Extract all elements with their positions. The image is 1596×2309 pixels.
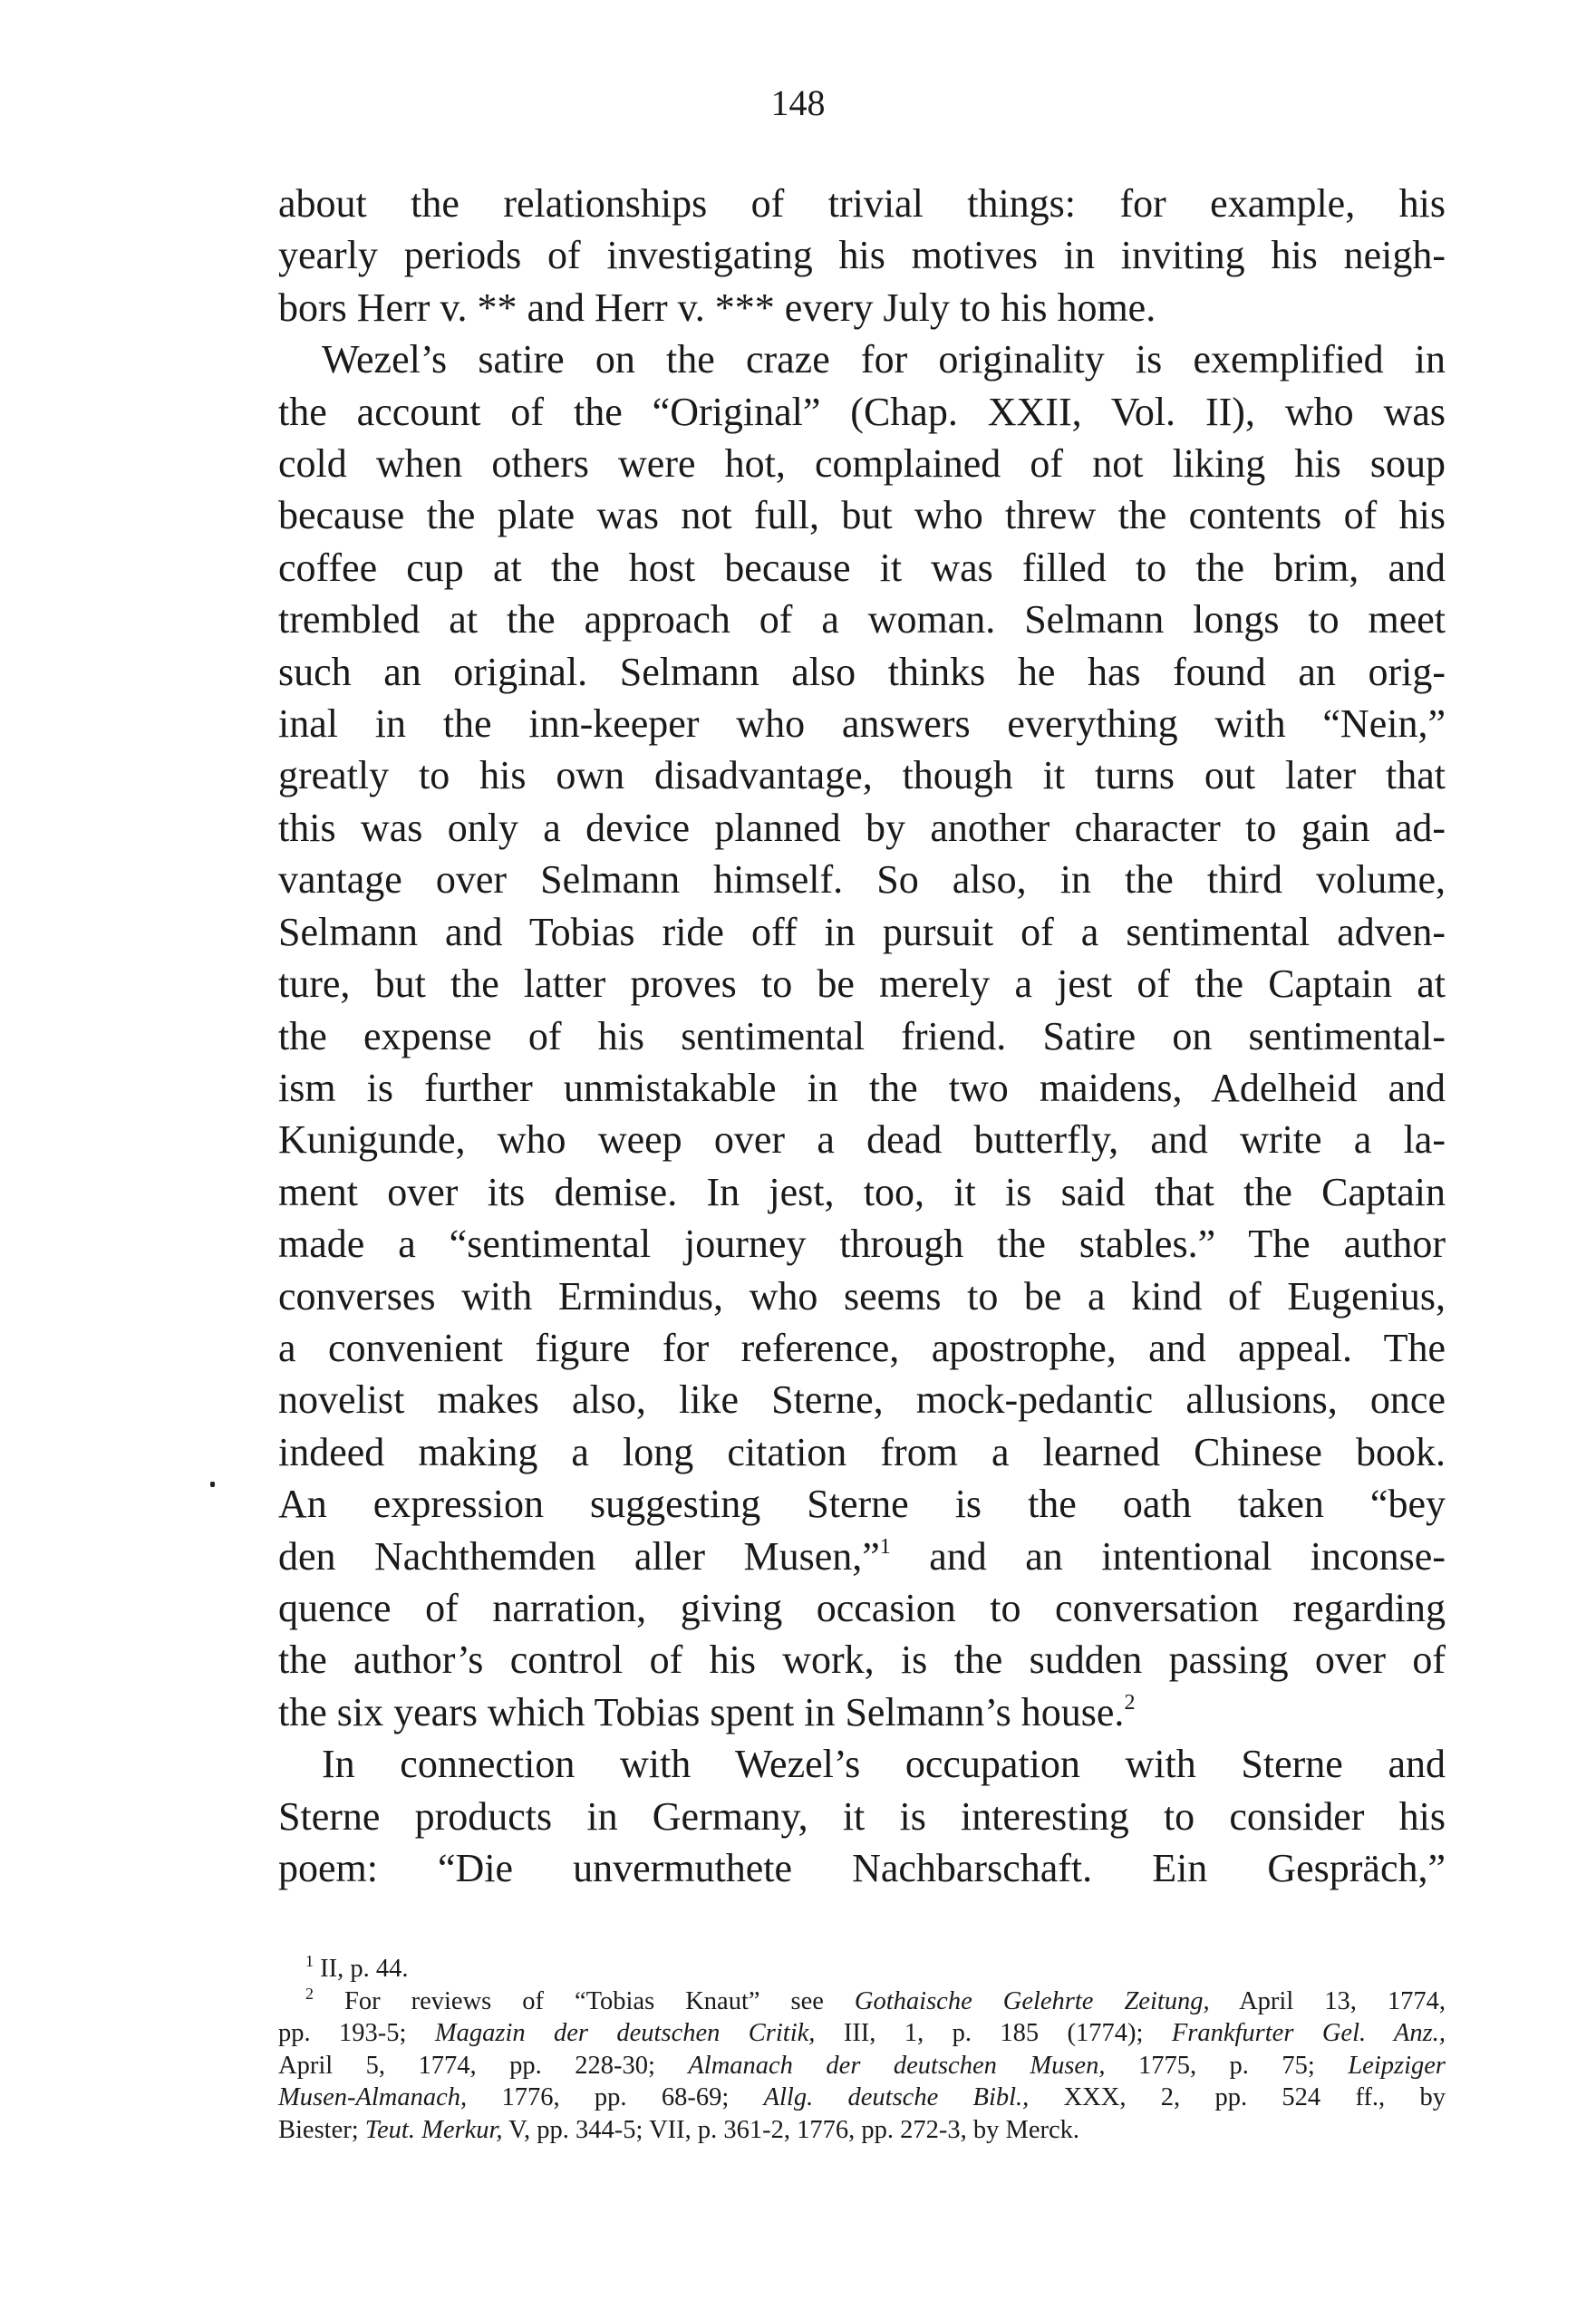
footnote-citation: Musen-Almanach, xyxy=(278,2083,468,2111)
text-line: poem: “Die unvermuthete Nachbarschaft. Ein Gespräch,” xyxy=(278,1846,1446,1890)
footnote-text: Biester; xyxy=(278,2115,365,2144)
text-line: this was only a device planned by another character to gain ad- xyxy=(278,805,1446,850)
text-line: the account of the “Original” (Chap. XXII, Vol. II), who was xyxy=(278,389,1446,434)
footnote-2-line xyxy=(278,1985,1446,2018)
text-line: cold when others were hot, complained of not liking his soup xyxy=(278,441,1446,487)
text-line: vantage over Selmann himself. So also, in the third volume, xyxy=(278,857,1446,903)
text-line: ment over its demise. In jest, too, it is said that the Captain xyxy=(278,1169,1446,1214)
text-fragment: and an intentional inconse- xyxy=(890,1533,1446,1579)
text-line: because the plate was not full, but who threw the contents of his xyxy=(278,493,1446,538)
text-line xyxy=(278,1686,1446,1738)
text-line: ism is further unmistakable in the two maidens, Adelheid and xyxy=(278,1065,1446,1110)
footnote-text: pp. 193-5; xyxy=(278,2019,435,2047)
footnote-2-line xyxy=(278,2017,1446,2050)
footnote-2-line xyxy=(278,2082,1446,2114)
footnote-text: II, p. 44. xyxy=(320,1955,409,1983)
text-line: Selmann and Tobias ride off in pursuit of a sentimental adven- xyxy=(278,909,1446,954)
text-line: trembled at the approach of a woman. Selmann longs to meet xyxy=(278,597,1446,642)
footnote-text: XXX, 2, pp. 524 ff., by xyxy=(1029,2083,1446,2111)
footnotes xyxy=(278,1953,1446,2146)
main-text xyxy=(278,178,1446,1894)
footnote-citation: Magazin der deutschen Critik, xyxy=(434,2019,816,2047)
text-line: Kunigunde, who weep over a dead butterfly, and write a la- xyxy=(278,1117,1446,1163)
text-line: inal in the inn-keeper who answers everything with “Nein,” xyxy=(278,701,1446,747)
text-line: Sterne products in Germany, it is interesting to consider his xyxy=(278,1793,1446,1839)
text-line: yearly periods of investigating his motives in inviting his neigh- xyxy=(278,233,1446,278)
text-line: quence of narration, giving occasion to conversation regarding xyxy=(278,1585,1446,1630)
text-line: such an original. Selmann also thinks he has found an orig- xyxy=(278,649,1446,694)
footnote-text: 1776, pp. 68-69; xyxy=(467,2083,764,2111)
text-line: coffee cup at the host because it was filled to the brim, and xyxy=(278,545,1446,590)
margin-mark xyxy=(210,1482,215,1487)
text-line: about the relationships of trivial things: for example, his xyxy=(278,181,1446,226)
footnote-text: III, 1, p. 185 (1774); xyxy=(815,2019,1172,2047)
footnote-marker: 2 xyxy=(305,1984,314,2003)
footnote-citation: Almanach der deutschen Musen, xyxy=(688,2051,1106,2080)
footnote-2-line xyxy=(278,2050,1446,2082)
footnote-text: V, pp. 344-5; VII, p. 361-2, 1776, pp. 272-3, by Merck. xyxy=(502,2115,1079,2144)
text-line: the author’s control of his work, is the sudden passing over of xyxy=(278,1638,1446,1683)
footnote-marker: 1 xyxy=(305,1952,314,1970)
page-number: 148 xyxy=(770,82,826,123)
footnote-citation: Allg. deutsche Bibl., xyxy=(763,2083,1030,2111)
text-line: ture, but the latter proves to be merely a jest of the Captain at xyxy=(278,961,1446,1007)
text-fragment: the six years which Tobias spent in Selmann’s house. xyxy=(278,1689,1125,1734)
text-line: novelist makes also, like Sterne, mock-pedantic allusions, once xyxy=(278,1377,1446,1423)
footnote-citation: Frankfurter Gel. Anz., xyxy=(1171,2019,1446,2047)
footnote-text: April 5, 1774, pp. 228-30; xyxy=(278,2051,689,2080)
footnote-2-line xyxy=(278,2114,1446,2147)
text-line: Wezel’s satire on the craze for originality is exemplified in xyxy=(322,337,1446,382)
text-line: An expression suggesting Sterne is the oath taken “bey xyxy=(278,1482,1446,1527)
footnote-text: For reviews of “Tobias Knaut” see xyxy=(344,1986,855,2015)
footnote-ref: 1 xyxy=(879,1534,891,1559)
footnote-1 xyxy=(278,1953,1446,1985)
footnote-citation: Teut. Merkur, xyxy=(364,2115,503,2144)
footnote-ref: 2 xyxy=(1124,1690,1136,1715)
text-line: indeed making a long citation from a learned Chinese book. xyxy=(278,1429,1446,1474)
text-fragment: den Nachthemden aller Musen,” xyxy=(278,1533,880,1579)
text-line xyxy=(278,1531,1446,1582)
text-line: the expense of his sentimental friend. Satire on sentimental- xyxy=(278,1013,1446,1058)
text-line: In connection with Wezel’s occupation with Sterne and xyxy=(322,1742,1446,1787)
text-line: a convenient figure for reference, apostrophe, and appeal. The xyxy=(278,1325,1446,1370)
footnote-citation: Gothaische Gelehrte Zeitung, xyxy=(854,1986,1210,2015)
footnote-text: 1775, p. 75; xyxy=(1105,2051,1349,2080)
text-line: greatly to his own disadvantage, though it turns out later that xyxy=(278,753,1446,798)
footnote-citation: Leipziger xyxy=(1348,2051,1446,2080)
text-line: made a “sentimental journey through the stables.” The author xyxy=(278,1222,1446,1267)
text-line: bors Herr v. ** and Herr v. *** every July to his home. xyxy=(278,285,1156,330)
text-line: converses with Ermindus, who seems to be a kind of Eugenius, xyxy=(278,1273,1446,1319)
footnote-text: April 13, 1774, xyxy=(1209,1986,1446,2015)
